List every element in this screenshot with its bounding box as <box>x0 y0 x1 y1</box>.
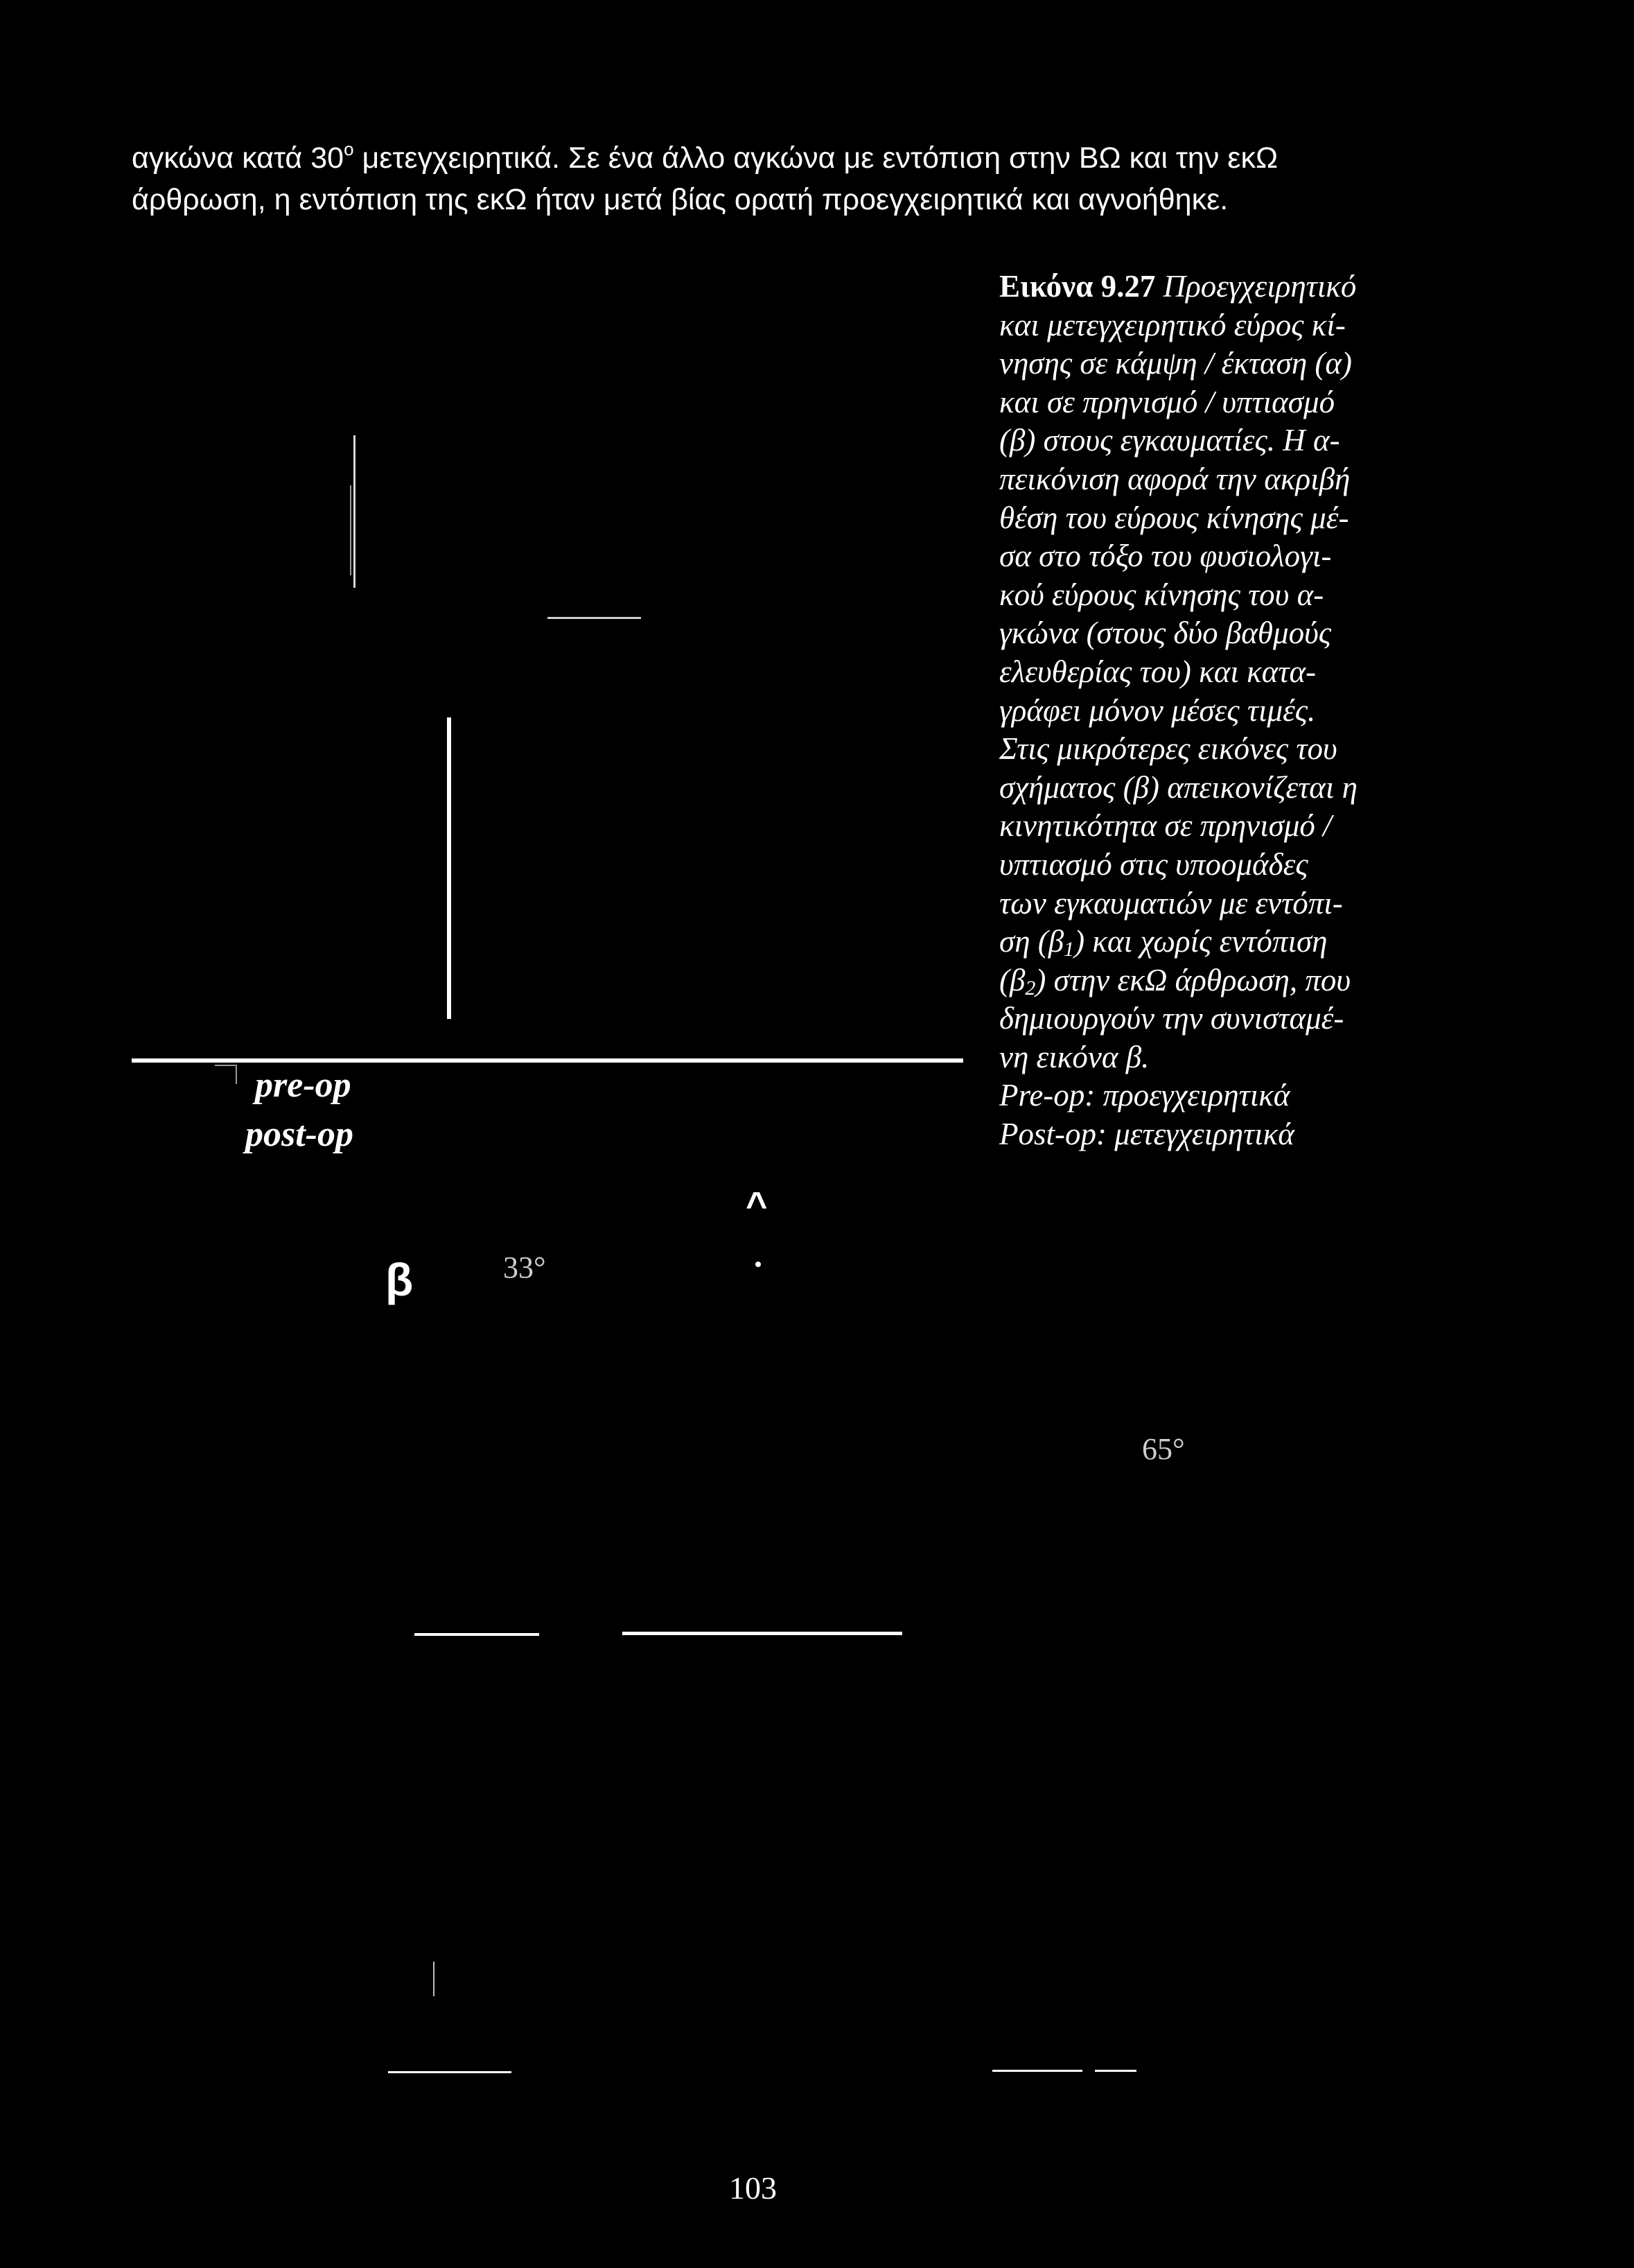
caption-line-19: $(\beta_2)$ στην εκΩ άρθρωση, που <box>999 962 1351 1000</box>
legend-marker-tick <box>236 1065 237 1084</box>
figure-b-small-tick <box>433 1962 434 1996</box>
caption-line-23: Post-op: μετεγχειρητικά <box>999 1117 1294 1152</box>
figure-a-vertical-axis <box>447 717 451 1019</box>
figure-a-arc-mark-2 <box>350 485 351 575</box>
caption-line-11: ελευθερίας του) και κατα- <box>999 654 1317 689</box>
intro-line-2: άρθρωση, η εντόπιση της εκΩ ήταν μετά βίας ορατή προεγχειρητικά και αγνοήθηκε. <box>132 183 1229 216</box>
caption-line-7: θέση του εύρους κίνησης μέ- <box>999 500 1349 535</box>
figure-caption <box>999 268 1412 1154</box>
caption-line-22: Pre-op: προεγχειρητικά <box>999 1078 1290 1113</box>
caption-line-12: γράφει μόνον μέσες τιμές. <box>999 692 1316 728</box>
caption-line-15: κινητικότητα σε πρηνισμό / <box>999 808 1332 844</box>
caption-line-8: σα στο τόξο του φυσιολογι- <box>999 539 1332 574</box>
caption-line-1: Εικόνα 9.27 Προεγχειρητικό <box>999 269 1357 304</box>
legend-post-op: post-op <box>245 1115 353 1154</box>
caption-line-3: νησης σε κάμψη / έκταση (α) <box>999 346 1352 381</box>
caption-line-10: γκώνα (στους δύο βαθμούς <box>999 616 1331 651</box>
figure-b-line-left <box>414 1633 539 1636</box>
figure-b-line-right <box>622 1632 902 1635</box>
caption-line-14: σχήματος (β) απεικονίζεται η <box>999 769 1358 805</box>
figure-a-arc-mark <box>353 435 355 588</box>
legend-pre-op: pre-op <box>255 1065 351 1105</box>
intro-paragraph <box>132 137 1504 220</box>
page-number: 103 <box>729 2170 777 2206</box>
caption-line-20: δημιουργούν την συνισταμέ- <box>999 1001 1344 1036</box>
caption-line-5: (β) στους εγκαυματίες. Η α- <box>999 423 1340 458</box>
marker-dot <box>755 1262 761 1267</box>
intro-line-1: αγκώνα κατά $30^o$ μετεγχειρητικά. Σε ένα άλλο αγκώνα με εντόπιση στην ΒΩ και την εκΩ <box>132 139 1279 175</box>
figure-b-small-line-right-2 <box>1095 2070 1136 2072</box>
caption-line-13: Στις μικρότερες εικόνες του <box>999 731 1337 767</box>
angle-label-bottom: 65° <box>1142 1432 1185 1466</box>
figure-b-small-line-left <box>388 2071 511 2073</box>
caption-line-16: υπτιασμό στις υποομάδες <box>999 846 1308 882</box>
caption-line-4: και σε πρηνισμό / υπτιασμό <box>999 384 1335 419</box>
figure-label: Εικόνα 9.27 <box>999 269 1156 304</box>
figure-a-short-line <box>547 617 641 619</box>
caption-line-17: των εγκαυματιών με εντόπι- <box>999 885 1343 921</box>
caret-icon: ^ <box>746 1185 768 1226</box>
angle-label-top: 33° <box>503 1250 546 1284</box>
caption-line-21: νη εικόνα β. <box>999 1039 1150 1074</box>
figure-b-small-line-right <box>992 2070 1082 2072</box>
caption-line-2: και μετεγχειρητικό εύρος κί- <box>999 307 1346 342</box>
legend-marker <box>215 1065 236 1066</box>
caption-line-6: πεικόνιση αφορά την ακριβή <box>999 461 1351 496</box>
panel-beta-label: β <box>385 1254 414 1305</box>
caption-line-9: κού εύρους κίνησης του α- <box>999 577 1324 612</box>
figure-a-horizontal-axis <box>132 1058 963 1063</box>
caption-line-18: ση $(\beta_1)$ και χωρίς εντόπιση <box>999 924 1328 961</box>
